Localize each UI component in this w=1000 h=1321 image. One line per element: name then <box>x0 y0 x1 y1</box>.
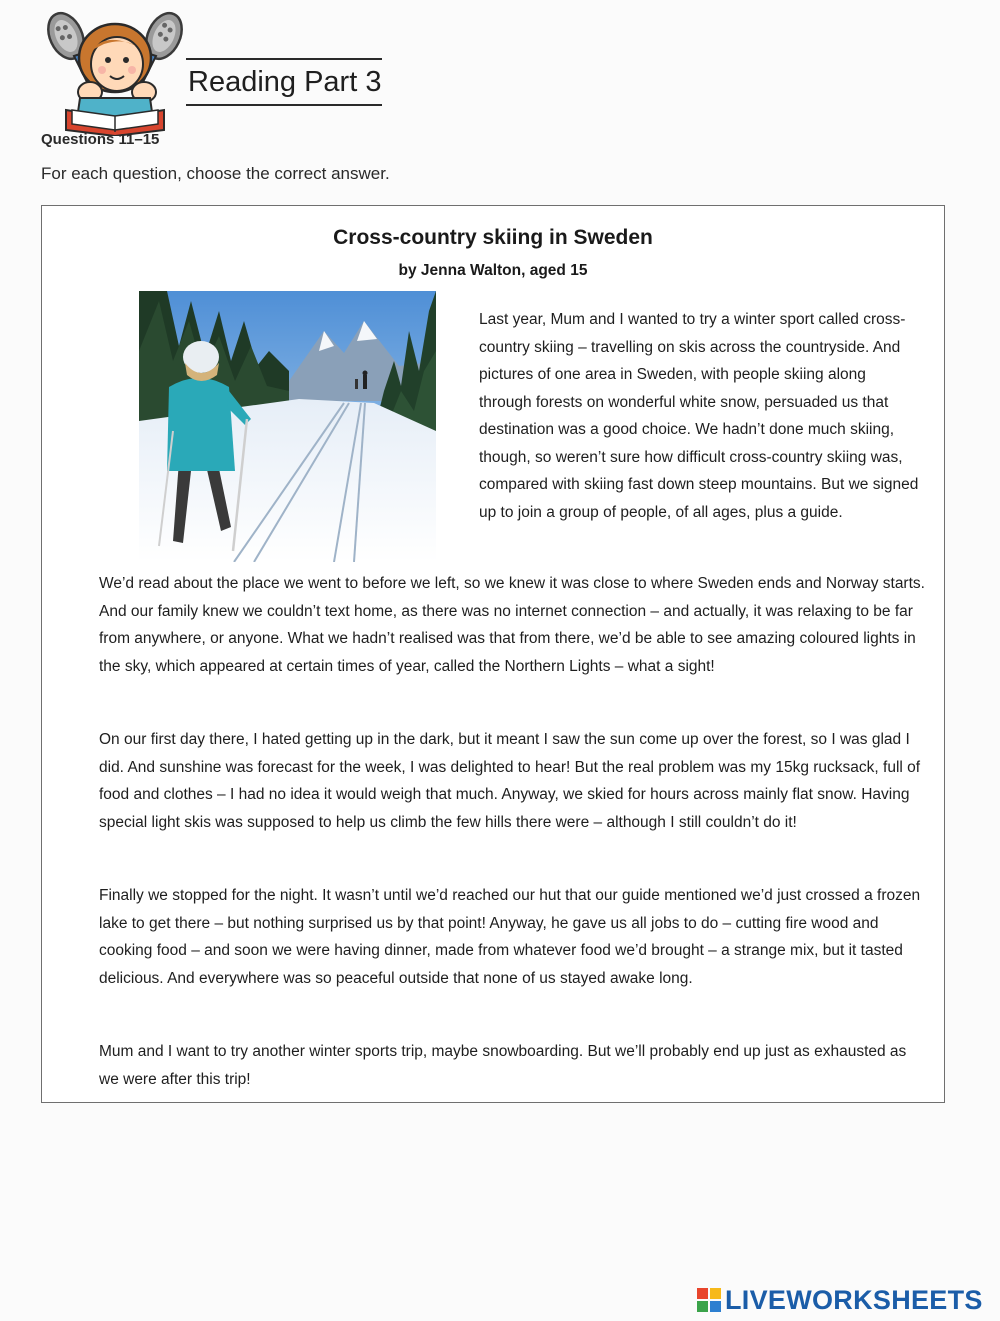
paragraph-5: Mum and I want to try another winter sports trip, maybe snowboarding. But we’ll probably end up just as exhausted as we were after this trip! <box>99 1043 907 1088</box>
skier-photo <box>139 291 436 562</box>
article-title: Cross-country skiing in Sweden <box>333 226 653 249</box>
logo-text: LIVEWORKSHEETS <box>725 1284 983 1315</box>
paragraph-4: Finally we stopped for the night. It wasn’t until we’d reached our hut that our guide mentioned we’d just crossed a frozen lake to get there – but nothing surprised us by that point! Anyway, he gave us all jobs to do – cutting fire wood and cooking food – and soon we were having dinner, made from whatever food we’d brought – a strange mix, but it tasted delicious. And everywhere was so peaceful outside that none of us stayed awake long. <box>99 887 921 987</box>
logo-square-4 <box>710 1301 721 1312</box>
logo-squares-icon <box>697 1288 721 1312</box>
article-box <box>41 205 945 1103</box>
article-byline: by Jenna Walton, aged 15 <box>398 262 588 279</box>
title-block <box>186 58 382 106</box>
title-bottom-rule <box>186 104 382 106</box>
reading-kid-icon <box>44 6 186 136</box>
instruction-text: For each question, choose the correct answer. <box>41 164 390 183</box>
logo-square-2 <box>710 1288 721 1299</box>
paragraph-3: On our first day there, I hated getting up in the dark, but it meant I saw the sun come up over the forest, so I was glad I did. And sunshine was forecast for the week, I was delighted to hear! But the real problem was my 15kg rucksack, full of food and clothes – I had no idea it would weigh that much. Anyway, we skied for hours across mainly flat snow. Having special light skis was supposed to help us climb the few hills there were – although I still couldn’t do it! <box>99 731 921 831</box>
page-title: Reading Part 3 <box>188 66 382 98</box>
logo-square-3 <box>697 1301 708 1312</box>
questions-label: Questions 11–15 <box>41 131 160 148</box>
liveworksheets-logo[interactable] <box>697 1284 983 1316</box>
logo-square-1 <box>697 1288 708 1299</box>
paragraph-2: We’d read about the place we went to before we left, so we knew it was close to where Sweden ends and Norway starts. And our family knew we couldn’t text home, as there was no internet connection – and actually, it was relaxing to be far from anywhere, or anyone. What we hadn’t realised was that from there, we’d be able to see amazing coloured lights in the sky, which appeared at certain times of year, called the Northern Lights – what a sight! <box>99 575 925 675</box>
paragraph-1: Last year, Mum and I wanted to try a winter sport called cross-country skiing – travelling on skis across the countryside. And pictures of one area in Sweden, with people skiing along through forests on wonderful white snow, persuaded us that destination was a good choice. We hadn’t done much skiing, though, so weren’t sure how difficult cross-country skiing was, compared with skiing fast down steep mountains. But we signed up to join a group of people, of all ages, plus a guide. <box>479 311 919 521</box>
